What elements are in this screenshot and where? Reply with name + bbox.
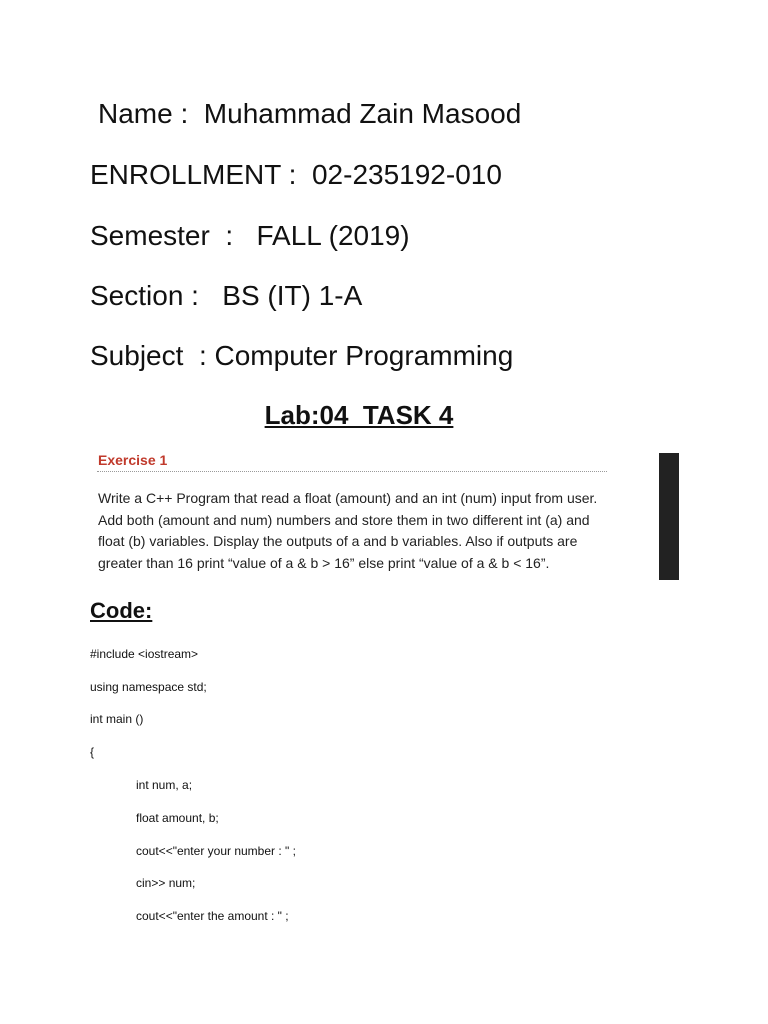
- subject: Subject : Computer Programming: [90, 340, 514, 371]
- code-line: using namespace std;: [90, 680, 207, 694]
- code-line: {: [90, 745, 95, 759]
- code-heading: Code:: [90, 598, 153, 623]
- lab-title: Lab:04 TASK 4: [264, 400, 454, 430]
- exercise-image: [97, 452, 607, 580]
- exercise-text: Write a C++ Program that read a float (amount) and an int (num) input from user. Add both (amount and num) numbers and store them in two different int (a) and float (b) variables. Display the outputs of a and b variables. Also if outputs are greater than 16 print “value of a & b > 16” else print “value of a & b < 16”.: [98, 490, 598, 571]
- code-line: cin>> num;: [136, 876, 196, 890]
- side-bar-mark: [659, 453, 679, 580]
- enrollment-number: ENROLLMENT : 02-235192-010: [90, 159, 502, 190]
- student-name: Name : Muhammad Zain Masood: [98, 98, 522, 129]
- code-line: int main (): [90, 712, 144, 726]
- exercise-heading: Exercise 1: [98, 452, 168, 468]
- code-line: cout<<"enter the amount : " ;: [136, 909, 289, 923]
- section: Section : BS (IT) 1-A: [90, 280, 363, 311]
- code-line: #include <iostream>: [90, 647, 199, 661]
- code-line: float amount, b;: [136, 811, 219, 825]
- code-line: int num, a;: [136, 778, 193, 792]
- semester: Semester : FALL (2019): [90, 220, 410, 251]
- exercise-divider: [97, 471, 607, 472]
- code-line: cout<<"enter your number : " ;: [136, 844, 296, 858]
